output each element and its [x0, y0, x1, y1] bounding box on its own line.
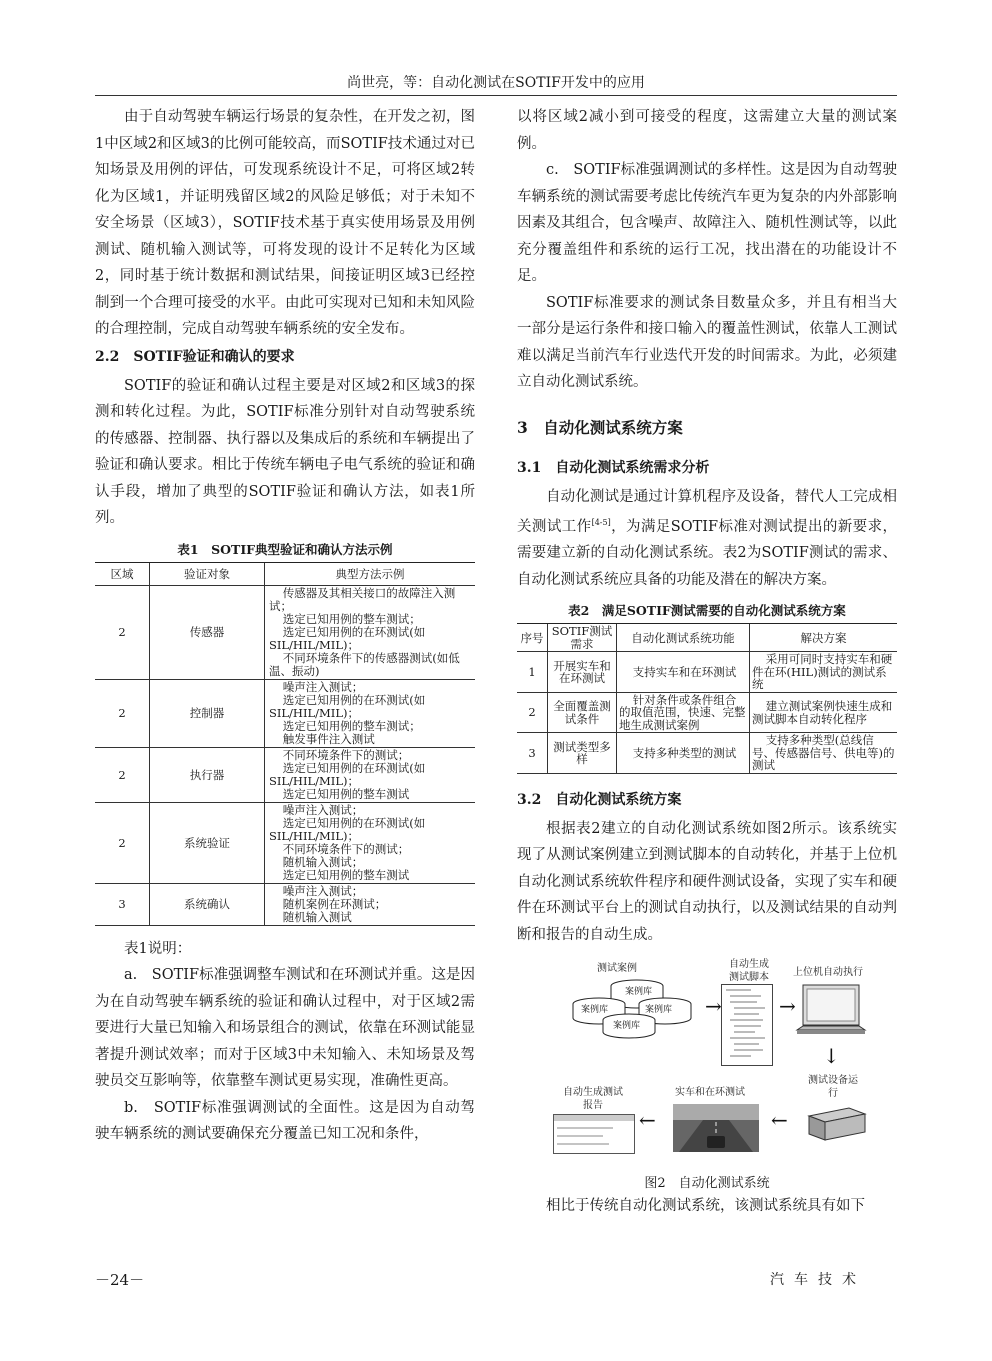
- running-header: 尚世亮，等：自动化测试在SOTIF开发中的应用: [347, 75, 645, 91]
- table1-row: [95, 802, 475, 883]
- table2-cell-no: 2: [517, 692, 548, 733]
- table1-row: [95, 585, 475, 679]
- paragraph-comparison: 相比于传统自动化测试系统，该测试系统具有如下: [546, 1198, 865, 1215]
- table2-body: [517, 652, 897, 774]
- table1-method-line: 选定已知用例的整车测试: [282, 867, 410, 882]
- table1-cell-object: 系统确认: [150, 883, 265, 925]
- table1-cell-region: 2: [95, 585, 150, 679]
- table1-row: [95, 747, 475, 802]
- left-column: [95, 104, 475, 1148]
- table1-method-line: 选定已知用例的整车测试: [282, 786, 410, 801]
- section-3-2-heading: 3.2 自动化测试系统方案: [517, 791, 682, 808]
- table1-method-line: 噪声注入测试；: [282, 883, 364, 898]
- table1-method-line: 选定已知用例的整车测试；: [282, 611, 421, 626]
- table2: [517, 623, 897, 774]
- table2-cell-function: 支持实车和在环测试: [617, 652, 750, 693]
- table2-cell-function: 针对条件或条件组合的取值范围，快速、完整地生成测试案例: [617, 692, 750, 733]
- figure-2-caption: 图2 自动化测试系统: [644, 1176, 770, 1192]
- arrow-right-1: →: [705, 994, 722, 1019]
- p31-text-b: ，为满足SOTIF标准对测试提出的新要求，需要建立新的自动化测试系统。表2为SOTIF测试的需求、自动化测试系统应具备的功能及潜在的解决方案。: [517, 518, 898, 588]
- table1-cell-region: 2: [95, 679, 150, 747]
- table1-method-line: 选定已知用例的在环测试(如SIL/HIL/MIL)；: [269, 815, 426, 843]
- citation-ref: [4-5]: [591, 518, 611, 527]
- table1-body: [95, 585, 475, 925]
- p31-text-a: 自动化测试是通过计算机程序及设备，替代人工完成相关测试工作: [517, 488, 897, 535]
- table1-row: [95, 679, 475, 747]
- table1-cell-methods: [265, 747, 476, 802]
- label-auto-script: 自动生成测试脚本: [729, 959, 769, 984]
- table1: [95, 562, 475, 926]
- table1-cell-methods: [265, 679, 476, 747]
- table1-cell-region: 3: [95, 883, 150, 925]
- table1-method-line: 不同环境条件下的测试；: [282, 841, 410, 856]
- arrow-left-2: ←: [639, 1108, 656, 1133]
- figure-2: [517, 958, 897, 1168]
- table1-header-methods: 典型方法示例: [265, 562, 476, 585]
- section-2-2-heading: 2.2 SOTIF验证和确认的要求: [95, 348, 295, 365]
- table1-method-line: 传感器及其相关接口的故障注入测试；: [269, 585, 456, 613]
- table1-cell-object: 执行器: [150, 747, 265, 802]
- table1-cell-region: 2: [95, 802, 150, 883]
- table2-cell-no: 3: [517, 733, 548, 774]
- table1-cell-object: 传感器: [150, 585, 265, 679]
- paragraph-b-continued: 以将区域2减小到可接受的程度，这需建立大量的测试案例。: [517, 109, 897, 152]
- label-case-lib-3: 案例库: [645, 1005, 673, 1016]
- paragraph-vv-requirements: SOTIF的验证和确认过程主要是对区域2和区域3的探测和转化过程。为此，SOTIF标准分别针对自动驾驶系统的传感器、控制器、执行器以及集成后的系统和车辆提出了验证和确认要求。相比于传统车辆电子电气系统的验证和确认手段，增加了典型的SOTIF验证和确认方法，如表1所列。: [95, 377, 475, 526]
- table2-header-function: 自动化测试系统功能: [617, 624, 750, 652]
- paragraph-system-scheme: 根据表2建立的自动化测试系统如图2所示。该系统实现了从测试案例建立到测试脚本的自动转化，并基于上位机自动化测试系统软件程序和硬件测试设备，实现了实车和硬件在环测试平台上的测试自动执行，以及测试结果的自动判断和报告的自动生成。: [517, 820, 897, 943]
- section-3-heading: 3 自动化测试系统方案: [517, 417, 683, 437]
- table2-cell-function: 支持多种类型的测试: [617, 733, 750, 774]
- label-test-device: 测试设备运行: [808, 1075, 858, 1100]
- table1-header-region: 区域: [95, 562, 150, 585]
- table2-row: [517, 733, 897, 774]
- table1-cell-object: 系统验证: [150, 802, 265, 883]
- table2-header-solution: 解决方案: [750, 624, 898, 652]
- label-vehicle-hil: 实车和在环测试: [675, 1087, 745, 1099]
- table1-method-line: 噪声注入测试；: [282, 802, 364, 817]
- paragraph-zone-conversion: 由于自动驾驶车辆运行场景的复杂性，在开发之初，图1中区域2和区域3的比例可能较高，而SOTIF技术通过对已知场景及用例的评估，可发现系统设计不足，可将区域2转化为区域1，并证明残留区域2的风险足够低；对于未知不安全场景（区域3），SOTIF技术基于真实使用场景及用例测试、随机输入测试等，可将发现的设计不足转化为区域2，同时基于统计数据和测试结果，间接证明区域3已经控制到一个合理可接受的水平。由此可实现对已知和未知风险的合理控制，完成自动驾驶车辆系统的安全发布。: [95, 109, 475, 337]
- table2-cell-need: 开展实车和在环测试: [548, 652, 617, 693]
- table2-header-no: 序号: [517, 624, 548, 652]
- table2-header-need: SOTIF测试需求: [548, 624, 617, 652]
- table1-method-line: 选定已知用例的在环测试(如SIL/HIL/MIL)；: [269, 692, 426, 720]
- table2-cell-need: 测试类型多样: [548, 733, 617, 774]
- label-case-lib-2: 案例库: [581, 1005, 609, 1016]
- label-test-cases: 测试案例: [597, 963, 637, 975]
- table2-cell-solution: 建立测试案例快速生成和测试脚本自动转化程序: [750, 692, 898, 733]
- table1-method-line: 触发事件注入测试: [282, 731, 375, 746]
- vehicle-road-icon: [673, 1104, 759, 1152]
- arrow-left-1: ←: [771, 1108, 788, 1133]
- table1-method-line: 噪声注入测试；: [282, 679, 364, 694]
- header-rule: [95, 95, 897, 96]
- laptop-icon: [795, 984, 867, 1042]
- table1-method-line: 随机案例在环测试；: [282, 896, 387, 911]
- paragraph-b: b. SOTIF标准强调测试的全面性。这是因为自动驾驶车辆系统的测试要确保充分覆盖已知工况和条件，: [95, 1099, 475, 1142]
- paragraph-test-items: SOTIF标准要求的测试条目数量众多，并且有相当大一部分是运行条件和接口输入的覆盖性测试，依靠人工测试难以满足当前汽车行业迭代开发的时间需求。为此，必须建立自动化测试系统。: [517, 294, 897, 390]
- label-auto-report: 自动生成测试报告: [563, 1087, 623, 1112]
- table1-header-object: 验证对象: [150, 562, 265, 585]
- table1-cell-region: 2: [95, 747, 150, 802]
- table1-method-line: 不同环境条件下的传感器测试(如低温、振动): [269, 650, 460, 678]
- table2-cell-no: 1: [517, 652, 548, 693]
- table1-method-line: 不同环境条件下的测试；: [282, 747, 410, 762]
- report-icon: [553, 1114, 635, 1154]
- right-column: [517, 104, 897, 1220]
- arrow-down: ↓: [823, 1044, 840, 1069]
- label-case-lib-4: 案例库: [613, 1021, 641, 1032]
- paragraph-c: c. SOTIF标准强调测试的多样性。这是因为自动驾驶车辆系统的测试需要考虑比传统汽车更为复杂的内外部影响因素及其组合，包含噪声、故障注入、随机性测试等，以此充分覆盖组件和系统的运行工况，找出潜在的功能设计不足。: [517, 162, 897, 284]
- section-3-1-heading: 3.1 自动化测试系统需求分析: [517, 459, 710, 476]
- table1-method-line: 随机输入测试；: [282, 854, 364, 869]
- table2-cell-solution: 支持多种类型(总线信号、传感器信号、供电等)的测试: [750, 733, 898, 774]
- test-device-icon: [805, 1104, 867, 1144]
- table1-note: 表1说明：: [124, 940, 192, 957]
- table2-cell-need: 全面覆盖测试条件: [548, 692, 617, 733]
- table1-cell-object: 控制器: [150, 679, 265, 747]
- paragraph-a: a. SOTIF标准强调整车测试和在环测试并重。这是因为在自动驾驶车辆系统的验证和确认过程中，对于区域2需要进行大量已知输入和场景组合的测试，依靠在环测试能显著提升测试效率；而对于区域3中未知输入、未知场景及驾驶员交互影响等，依靠整车测试更易实现，准确性更高。: [95, 967, 475, 1089]
- table1-method-line: 选定已知用例的整车测试；: [282, 718, 421, 733]
- label-host-exec: 上位机自动执行: [793, 967, 863, 979]
- table2-caption: 表2 满足SOTIF测试需要的自动化测试系统方案: [568, 603, 846, 619]
- paragraph-requirements-analysis: [517, 484, 897, 594]
- table1-cell-methods: [265, 802, 476, 883]
- table1-method-line: 选定已知用例的在环测试(如SIL/HIL/MIL)；: [269, 624, 426, 652]
- table1-cell-methods: [265, 883, 476, 925]
- script-tree-icon: [721, 984, 773, 1066]
- table1-method-line: 选定已知用例的在环测试(如SIL/HIL/MIL)；: [269, 760, 426, 788]
- table1-caption: 表1 SOTIF典型验证和确认方法示例: [177, 541, 393, 557]
- table2-cell-solution: 采用可同时支持实车和硬件在环(HIL)测试的测试系统: [750, 652, 898, 693]
- arrow-right-2: →: [779, 994, 796, 1019]
- label-case-lib-1: 案例库: [625, 987, 653, 998]
- table2-row: [517, 652, 897, 693]
- table1-method-line: 随机输入测试: [282, 909, 352, 924]
- page-number: －24－: [95, 1271, 145, 1289]
- table1-row: [95, 883, 475, 925]
- table1-cell-methods: [265, 585, 476, 679]
- table2-row: [517, 692, 897, 733]
- journal-name: 汽车技术: [770, 1272, 866, 1288]
